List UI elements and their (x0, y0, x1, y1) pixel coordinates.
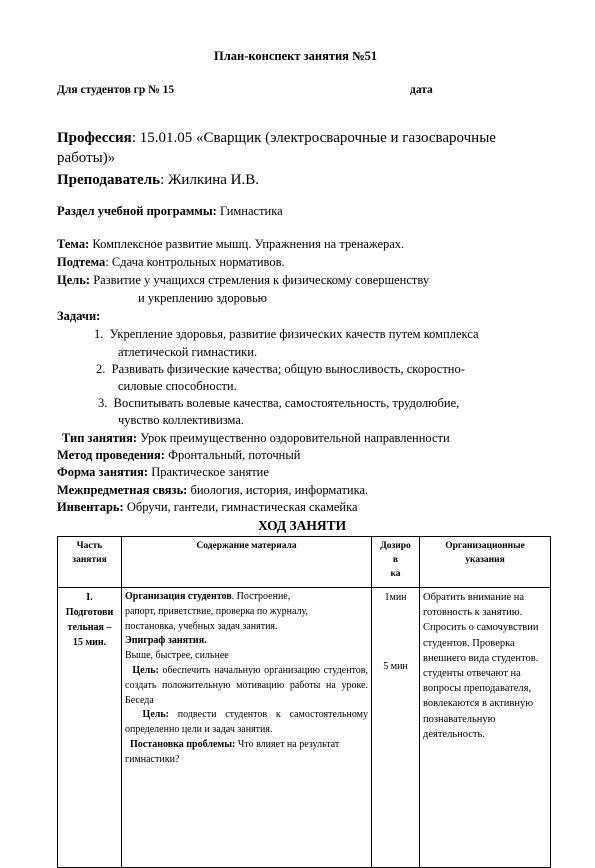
problem-paragraph: Постановка проблемы: Что влияет на результат гимнастики? (125, 738, 340, 765)
goal-line (57, 273, 429, 288)
task-item-1-cont: атлетической гимнастики. (118, 345, 258, 359)
notes-cell (420, 588, 551, 868)
lesson-type-line (62, 431, 450, 446)
task-item-2 (96, 362, 465, 377)
method-value: Фронтальный, поточный (164, 448, 301, 462)
interdisciplinary-line (57, 483, 368, 498)
goal-value: Развитие у учащихся стремления к физическому совершенству (90, 273, 430, 287)
lesson-type-label: Тип занятия: (62, 431, 138, 445)
profession-value: : 15.01.05 «Сварщик (электросварочные и газосварочные (131, 130, 496, 146)
form-line (57, 465, 269, 480)
method-label: Метод проведения: (57, 448, 165, 462)
section-value: Гимнастика (216, 204, 283, 218)
tasks-label: Задачи: (57, 309, 101, 323)
goal2-paragraph: Цель: подвести студентов к самостоятельному определенно цели и задач занятия. (125, 709, 368, 736)
lesson-plan-table (57, 536, 551, 868)
equipment-label: Инвентарь: (57, 500, 124, 514)
topic-value: Комплексное развитие мышц. Упражнения на тренажерах. (89, 237, 405, 251)
task-text: Воспитывать волевые качества, самостоятельность, трудолюбие, (113, 396, 460, 410)
task-item-1 (94, 327, 479, 342)
subtopic-label: Подтема (57, 255, 106, 269)
section-line (57, 204, 283, 219)
equipment-line (57, 500, 358, 515)
goal-label: Цель: (57, 273, 91, 287)
topic-line (57, 237, 404, 252)
table-header-row (58, 537, 551, 588)
subtopic-line (57, 255, 285, 270)
task-item-3-cont: чувство коллективизма. (118, 413, 245, 427)
header-duration: Дозиро в ка (372, 537, 420, 588)
section-label: Раздел учебной программы: (57, 204, 217, 218)
goal1-paragraph: Цель: обеспечить начальную организацию студентов, создать положительную мотивацию работы на уроке. Беседа (125, 664, 369, 706)
teacher-value: : Жилкина И.В. (160, 172, 260, 188)
goal-value-cont: и укреплению здоровью (138, 291, 268, 305)
duration-1: 1мин (384, 592, 407, 603)
task-item-2-cont: силовые способности. (118, 379, 237, 393)
content-cell: Организация студентов. Построение, рапорт, приветствие, проверка по журналу, постановка, учебных задач занятия. Эпиграф занятия. Выше, быстрее, сильнее Цель: обеспечить начальную организацию студентов, создать положительную мотивацию работы на уроке. Беседа Цель: подвести студентов к самостоятельному определенно цели и задач занятия. Постановка проблемы: Что влияет на результат гимнастики? (122, 588, 372, 868)
org-paragraph: Организация студентов. Построение, (125, 591, 291, 602)
interdisciplinary-label: Межпредметная связь: (57, 483, 188, 497)
page-title: План-конспект занятия №51 (214, 49, 378, 63)
header-notes: Организационные указания (420, 537, 551, 588)
notes-text: Обратить внимание на готовность к занятию. Спросить о самочувствии студентов. Проверка внешнего вида студентов. студенты отвечают на вопросы преподавателя, вовлекаются в активную познавательную деятельность. (423, 592, 539, 740)
task-text: Развивать физические качества; общую выносливость, скоростно- (111, 362, 465, 376)
header-content: Содержание материала (122, 537, 372, 588)
table-row (58, 588, 551, 868)
task-number: 2. (96, 362, 106, 376)
teacher-line (57, 172, 259, 189)
epigraph-text: Выше, быстрее, сильнее (125, 650, 229, 662)
task-number: 3. (98, 396, 108, 410)
stage-cell: I. Подготови тельная – 15 мин. (58, 588, 122, 868)
duration-2: 5 мин (383, 661, 408, 672)
progress-heading: ХОД ЗАНЯТИ (258, 518, 347, 533)
task-number: 1. (94, 327, 104, 341)
duration-cell (372, 588, 420, 868)
task-text: Укрепление здоровья, развитие физических качеств путем комплекса (109, 327, 479, 341)
profession-line (57, 130, 496, 147)
profession-label: Профессия (57, 130, 132, 146)
interdisciplinary-value: биология, история, информатика. (187, 483, 369, 497)
profession-value-cont: работы)» (57, 150, 116, 166)
date-label: дата (410, 84, 433, 96)
form-value: Практическое занятие (148, 465, 269, 479)
equipment-value: Обручи, гантели, гимнастическая скамейка (123, 500, 358, 514)
teacher-label: Преподаватель (57, 172, 161, 188)
task-item-3 (98, 396, 459, 411)
subtopic-value: : Сдача контрольных нормативов. (105, 255, 285, 269)
epigraph-label: Эпиграф занятия. (125, 635, 207, 647)
form-label: Форма занятия: (57, 465, 149, 479)
topic-label: Тема: (57, 237, 90, 251)
lesson-type-value: Урок преимущественно оздоровительной направленности (137, 431, 450, 445)
method-line (57, 448, 300, 463)
students-group: Для студентов гр № 15 (57, 84, 175, 96)
header-part: Часть занятия (58, 537, 122, 588)
